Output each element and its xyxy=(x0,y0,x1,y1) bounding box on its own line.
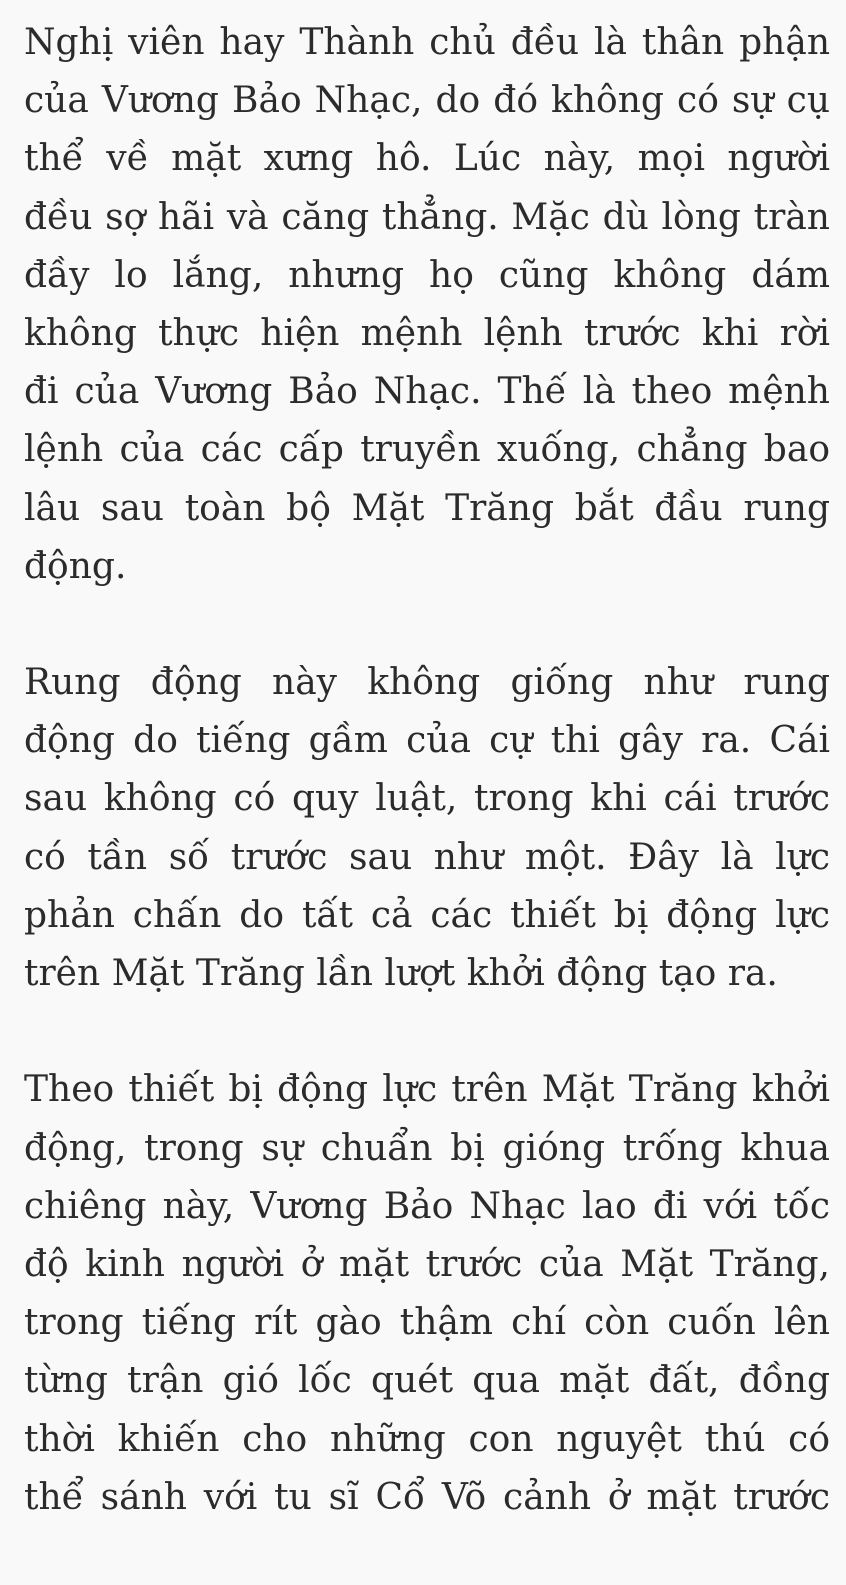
text-line: lâu sau toàn bộ Mặt Trăng bắt đầu rung xyxy=(24,487,830,529)
text-line: sau không có quy luật, trong khi cái trước xyxy=(24,778,830,820)
reader-content xyxy=(24,14,830,1585)
text-line: phản chấn do tất cả các thiết bị động lực xyxy=(24,894,830,936)
paragraph-3 xyxy=(24,1061,830,1527)
text-line: từng trận gió lốc quét qua mặt đất, đồng xyxy=(24,1360,830,1402)
text-line: đầy lo lắng, nhưng họ cũng không dám xyxy=(24,254,830,296)
text-line: thời khiến cho những con nguyệt thú có xyxy=(24,1418,830,1460)
text-line: độ kinh người ở mặt trước của Mặt Trăng, xyxy=(24,1243,830,1285)
text-line: thể sánh với tu sĩ Cổ Võ cảnh ở mặt trước xyxy=(24,1476,830,1518)
text-line: động do tiếng gầm của cự thi gây ra. Cái xyxy=(24,720,830,762)
text-line: Nghị viên hay Thành chủ đều là thân phận xyxy=(24,22,830,63)
text-line: lệnh của các cấp truyền xuống, chẳng bao xyxy=(24,429,830,471)
text-line: động, trong sự chuẩn bị gióng trống khua xyxy=(24,1127,830,1169)
text-line: đi của Vương Bảo Nhạc. Thế là theo mệnh xyxy=(24,371,830,413)
text-line: có tần số trước sau như một. Đây là lực xyxy=(24,836,830,878)
text-line: không thực hiện mệnh lệnh trước khi rời xyxy=(24,312,830,354)
paragraph-2 xyxy=(24,654,830,1003)
text-line: Theo thiết bị động lực trên Mặt Trăng khởi xyxy=(24,1069,830,1111)
text-line: động. xyxy=(24,545,127,587)
text-line: của Vương Bảo Nhạc, do đó không có sự cụ xyxy=(24,80,830,122)
text-line: Rung động này không giống như rung xyxy=(24,662,830,704)
text-line: chiêng này, Vương Bảo Nhạc lao đi với tốc xyxy=(24,1185,830,1227)
text-line: thể về mặt xưng hô. Lúc này, mọi người xyxy=(24,138,830,180)
text-line: đều sợ hãi và căng thẳng. Mặc dù lòng tràn xyxy=(24,196,830,238)
text-line: trên Mặt Trăng lần lượt khởi động tạo ra. xyxy=(24,953,778,994)
text-line: trong tiếng rít gào thậm chí còn cuốn lên xyxy=(24,1302,830,1344)
paragraph-1 xyxy=(24,14,830,596)
